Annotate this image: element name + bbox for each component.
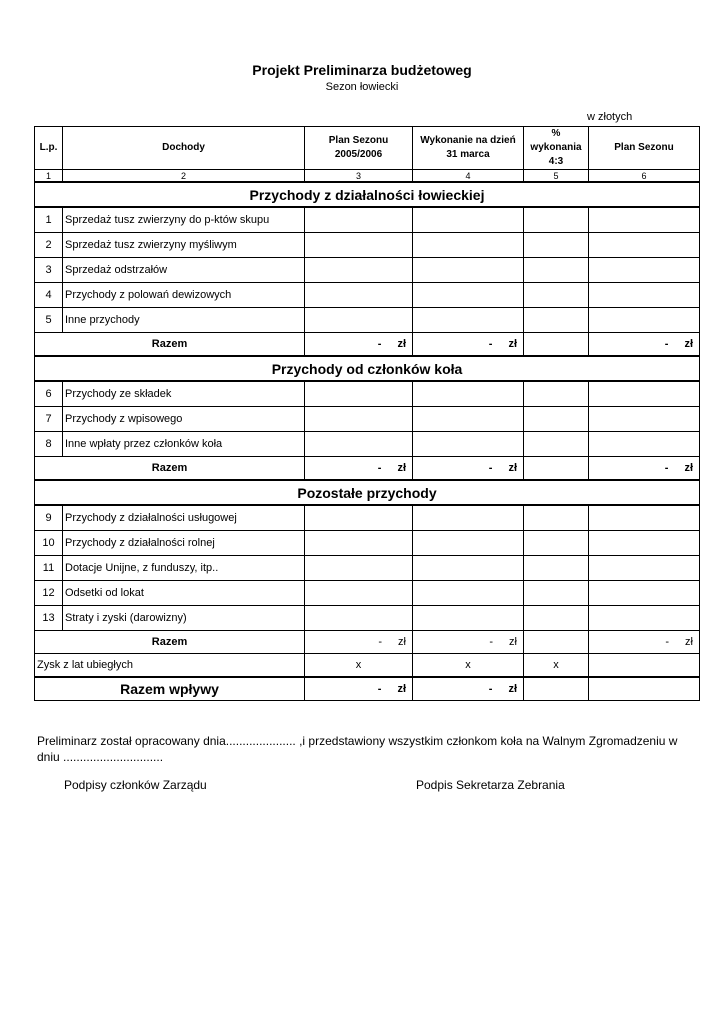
- table-row: [35, 258, 700, 283]
- income-item-name: Inne przychody: [63, 308, 305, 333]
- plan-cell: [305, 531, 413, 556]
- table-row: [35, 505, 700, 531]
- row-number: 3: [35, 258, 63, 283]
- income-item-name: Odsetki od lokat: [63, 581, 305, 606]
- new-plan-cell: [589, 233, 700, 258]
- column-number-row: [35, 170, 700, 183]
- plan-cell: [305, 258, 413, 283]
- percent-cell: [524, 606, 589, 631]
- new-plan-cell: [589, 283, 700, 308]
- plan-cell: [305, 606, 413, 631]
- sum-new-plan-currency: zł: [685, 636, 693, 648]
- profit-percent: x: [524, 654, 589, 678]
- sum-plan-currency: zł: [397, 462, 406, 474]
- new-plan-cell: [589, 531, 700, 556]
- income-item-name: Przychody z działalności rolnej: [63, 531, 305, 556]
- board-signatures-label: Podpisy członków Zarządu: [64, 778, 207, 792]
- row-number: 10: [35, 531, 63, 556]
- execution-cell: [413, 381, 524, 407]
- column-header: L.p.: [35, 127, 63, 170]
- percent-cell: [524, 505, 589, 531]
- new-plan-cell: [589, 581, 700, 606]
- execution-cell: [413, 308, 524, 333]
- table-row: [35, 606, 700, 631]
- percent-cell: [524, 432, 589, 457]
- sum-plan-currency: zł: [398, 636, 406, 648]
- total-plan-currency: zł: [397, 683, 406, 695]
- new-plan-cell: [589, 556, 700, 581]
- sum-new-plan-value: -: [664, 338, 669, 350]
- table-row: [35, 308, 700, 333]
- percent-cell: [524, 283, 589, 308]
- sum-percent: [524, 333, 589, 357]
- percent-cell: [524, 531, 589, 556]
- profit-plan: x: [305, 654, 413, 678]
- column-number: 5: [524, 170, 589, 183]
- column-header: Plan Sezonu 2005/2006: [305, 127, 413, 170]
- column-header: Dochody: [63, 127, 305, 170]
- new-plan-cell: [589, 505, 700, 531]
- income-item-name: Sprzedaż tusz zwierzyny myśliwym: [63, 233, 305, 258]
- table-row: [35, 407, 700, 432]
- plan-cell: [305, 407, 413, 432]
- percent-cell: [524, 207, 589, 233]
- column-number: 4: [413, 170, 524, 183]
- total-row: [35, 677, 700, 701]
- new-plan-cell: [589, 407, 700, 432]
- column-number: 6: [589, 170, 700, 183]
- percent-cell: [524, 556, 589, 581]
- table-row: [35, 531, 700, 556]
- sum-label: Razem: [35, 457, 305, 481]
- execution-cell: [413, 207, 524, 233]
- execution-cell: [413, 556, 524, 581]
- execution-cell: [413, 606, 524, 631]
- income-item-name: Przychody z działalności usługowej: [63, 505, 305, 531]
- total-execution-currency: zł: [508, 683, 517, 695]
- plan-cell: [305, 233, 413, 258]
- sum-execution: [413, 457, 524, 481]
- column-number: 3: [305, 170, 413, 183]
- execution-cell: [413, 432, 524, 457]
- column-number: 2: [63, 170, 305, 183]
- percent-cell: [524, 233, 589, 258]
- new-plan-cell: [589, 258, 700, 283]
- sum-percent: [524, 631, 589, 654]
- column-header: Wykonanie na dzień 31 marca: [413, 127, 524, 170]
- profit-execution: x: [413, 654, 524, 678]
- sum-execution-value: -: [489, 636, 494, 648]
- section-header-row: [35, 356, 700, 381]
- income-item-name: Inne wpłaty przez członków koła: [63, 432, 305, 457]
- column-header: Plan Sezonu: [589, 127, 700, 170]
- new-plan-cell: [589, 308, 700, 333]
- row-number: 8: [35, 432, 63, 457]
- income-item-name: Przychody z polowań dewizowych: [63, 283, 305, 308]
- column-number: 1: [35, 170, 63, 183]
- row-number: 1: [35, 207, 63, 233]
- income-item-name: Dotacje Unijne, z funduszy, itp..: [63, 556, 305, 581]
- section-header-row: [35, 480, 700, 505]
- plan-cell: [305, 381, 413, 407]
- table-row: [35, 556, 700, 581]
- row-number: 6: [35, 381, 63, 407]
- execution-cell: [413, 283, 524, 308]
- row-number: 4: [35, 283, 63, 308]
- sum-new-plan: [589, 333, 700, 357]
- plan-cell: [305, 308, 413, 333]
- profit-label: Zysk z lat ubiegłych: [35, 654, 305, 678]
- execution-cell: [413, 407, 524, 432]
- currency-unit-label: w złotych: [587, 111, 633, 123]
- row-number: 11: [35, 556, 63, 581]
- sum-plan-value: -: [378, 636, 383, 648]
- total-percent: [524, 677, 589, 701]
- sum-execution: [413, 631, 524, 654]
- section-sum-row: [35, 333, 700, 357]
- plan-cell: [305, 432, 413, 457]
- percent-cell: [524, 581, 589, 606]
- sum-plan-value: -: [377, 338, 382, 350]
- section-title: Przychody z działalności łowieckiej: [35, 182, 700, 207]
- sum-plan: [305, 333, 413, 357]
- sum-new-plan: [589, 457, 700, 481]
- row-number: 13: [35, 606, 63, 631]
- new-plan-cell: [589, 381, 700, 407]
- budget-table: [34, 126, 700, 701]
- sum-label: Razem: [35, 333, 305, 357]
- percent-cell: [524, 308, 589, 333]
- row-number: 5: [35, 308, 63, 333]
- plan-cell: [305, 207, 413, 233]
- section-title: Przychody od członków koła: [35, 356, 700, 381]
- sum-plan-value: -: [377, 462, 382, 474]
- table-row: [35, 207, 700, 233]
- section-title: Pozostałe przychody: [35, 480, 700, 505]
- document-subtitle: Sezon łowiecki: [325, 81, 399, 93]
- plan-cell: [305, 505, 413, 531]
- execution-cell: [413, 258, 524, 283]
- total-plan: [305, 677, 413, 701]
- table-row: [35, 581, 700, 606]
- profit-row: [35, 654, 700, 678]
- row-number: 12: [35, 581, 63, 606]
- percent-cell: [524, 407, 589, 432]
- sum-plan: [305, 631, 413, 654]
- income-item-name: Przychody z wpisowego: [63, 407, 305, 432]
- plan-cell: [305, 283, 413, 308]
- sum-execution-currency: zł: [508, 338, 517, 350]
- sum-new-plan-currency: zł: [684, 338, 693, 350]
- sum-execution-value: -: [488, 462, 493, 474]
- row-number: 7: [35, 407, 63, 432]
- sum-plan: [305, 457, 413, 481]
- execution-cell: [413, 233, 524, 258]
- plan-cell: [305, 556, 413, 581]
- new-plan-cell: [589, 207, 700, 233]
- total-label: Razem wpływy: [35, 677, 305, 701]
- new-plan-cell: [589, 432, 700, 457]
- section-header-row: [35, 182, 700, 207]
- income-item-name: Sprzedaż odstrzałów: [63, 258, 305, 283]
- percent-cell: [524, 381, 589, 407]
- section-sum-row: [35, 457, 700, 481]
- total-execution: [413, 677, 524, 701]
- sum-new-plan-value: -: [665, 636, 670, 648]
- sum-plan-currency: zł: [397, 338, 406, 350]
- execution-cell: [413, 505, 524, 531]
- header-row: [35, 127, 700, 170]
- preparation-note: Preliminarz został opracowany dnia..................... ,i przedstawiony wszystkim członkom koła na Walnym Zgromadzeniu w dniu ..............................: [37, 734, 678, 764]
- sum-execution-currency: zł: [508, 462, 517, 474]
- plan-cell: [305, 581, 413, 606]
- sum-execution: [413, 333, 524, 357]
- table-row: [35, 233, 700, 258]
- row-number: 9: [35, 505, 63, 531]
- sum-execution-value: -: [488, 338, 493, 350]
- table-row: [35, 432, 700, 457]
- income-item-name: Przychody ze składek: [63, 381, 305, 407]
- total-plan-value: -: [377, 683, 382, 695]
- new-plan-cell: [589, 606, 700, 631]
- sum-execution-currency: zł: [509, 636, 517, 648]
- total-execution-value: -: [488, 683, 493, 695]
- sum-new-plan: [589, 631, 700, 654]
- income-item-name: Sprzedaż tusz zwierzyny do p-któw skupu: [63, 207, 305, 233]
- sum-new-plan-value: -: [664, 462, 669, 474]
- income-item-name: Straty i zyski (darowizny): [63, 606, 305, 631]
- document-title: Projekt Preliminarza budżetoweg: [252, 62, 472, 78]
- sum-label: Razem: [35, 631, 305, 654]
- column-header: % wykonania 4:3: [524, 127, 589, 170]
- sum-new-plan-currency: zł: [684, 462, 693, 474]
- percent-cell: [524, 258, 589, 283]
- section-sum-row: [35, 631, 700, 654]
- execution-cell: [413, 531, 524, 556]
- sum-percent: [524, 457, 589, 481]
- total-new-plan: [589, 677, 700, 701]
- execution-cell: [413, 581, 524, 606]
- table-row: [35, 381, 700, 407]
- row-number: 2: [35, 233, 63, 258]
- table-row: [35, 283, 700, 308]
- profit-new-plan: [589, 654, 700, 678]
- secretary-signature-label: Podpis Sekretarza Zebrania: [416, 778, 565, 792]
